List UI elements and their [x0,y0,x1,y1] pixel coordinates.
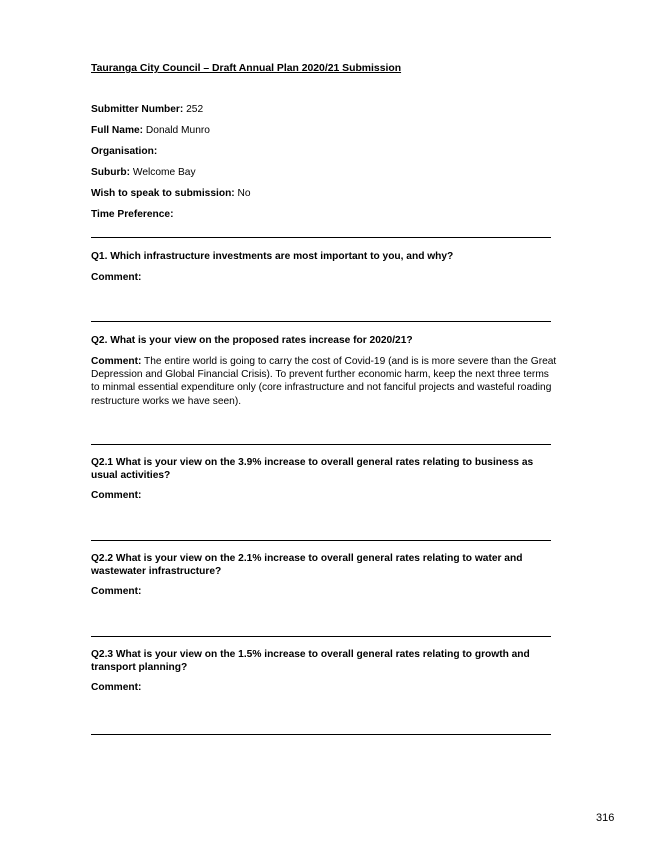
comment-q2 [91,355,557,408]
question-q1: Q1. Which infrastructure investments are most important to you, and why? [91,251,454,262]
submitter-number-row [91,104,203,115]
submitter-number-value: 252 [186,104,204,115]
submitter-number-label: Submitter Number: [91,104,184,115]
time-preference-row [91,209,174,220]
suburb-label: Suburb: [91,167,131,178]
full-name-row [91,125,210,136]
divider [91,540,551,541]
comment-label-q2-2: Comment: [91,586,142,597]
organisation-row [91,146,157,157]
comment-label-q1: Comment: [91,272,142,283]
divider [91,321,551,322]
comment-text-q2: The entire world is going to carry the cost of Covid-19 (and is is more severe than the Great Depression and Global Financial Crisis). To prevent further economic harm, keep the next three terms to minmal essential expenditure only (core infrastructure and not fanciful projects and wasteful roading restructure works we have seen). [91,356,557,407]
organisation-label: Organisation: [91,146,158,157]
speak-row [91,188,251,199]
divider [91,444,551,445]
time-preference-label: Time Preference: [91,209,174,220]
full-name-label: Full Name: [91,125,144,136]
comment-label-q2-1: Comment: [91,490,142,501]
question-q2-1: Q2.1 What is your view on the 3.9% increase to overall general rates relating to business as usual activities? [91,457,534,481]
comment-label-q2: Comment: [91,356,142,367]
question-q2-2: Q2.2 What is your view on the 2.1% increase to overall general rates relating to water and wastewater infrastructure? [91,553,523,577]
divider [91,636,551,637]
divider [91,237,551,238]
page-number: 316 [596,812,615,824]
speak-value: No [237,188,251,199]
speak-label: Wish to speak to submission: [91,188,235,199]
comment-label-q2-3: Comment: [91,682,142,693]
suburb-value: Welcome Bay [132,167,196,178]
document-title: Tauranga City Council – Draft Annual Plan 2020/21 Submission [91,63,402,74]
suburb-row [91,167,196,178]
divider [91,734,551,735]
question-q2-3: Q2.3 What is your view on the 1.5% increase to overall general rates relating to growth and transport planning? [91,649,530,673]
question-q2: Q2. What is your view on the proposed rates increase for 2020/21? [91,335,413,346]
full-name-value: Donald Munro [145,125,210,136]
